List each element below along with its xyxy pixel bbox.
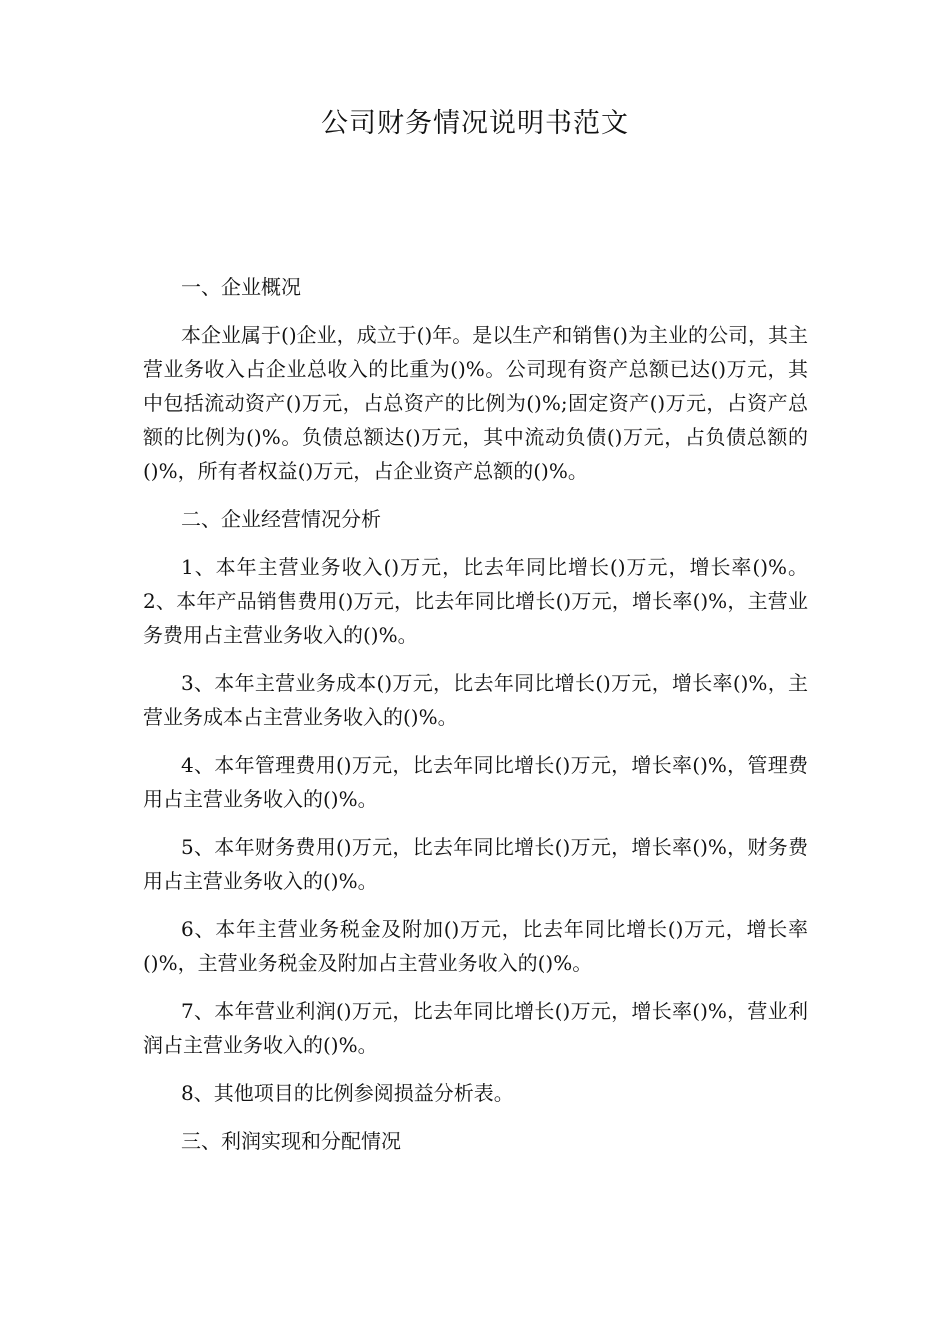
section-heading-operations: 二、企业经营情况分析 bbox=[181, 507, 381, 531]
paragraph-item-1-2: 1、本年主营业务收入()万元，比去年同比增长()万元，增长率()%。2、本年产品销售费用()万元，比去年同比增长()万元，增长率()%，主营业务费用占主营业务收入的()%。 bbox=[143, 555, 808, 647]
document-body bbox=[143, 270, 808, 1172]
paragraph-item-8: 8、其他项目的比例参阅损益分析表。 bbox=[181, 1081, 514, 1105]
page-title: 公司财务情况说明书范文 bbox=[321, 108, 629, 139]
section-heading-profit: 三、利润实现和分配情况 bbox=[181, 1129, 401, 1153]
paragraph-item-5: 5、本年财务费用()万元，比去年同比增长()万元，增长率()%，财务费用占主营业务收入的()%。 bbox=[143, 835, 808, 893]
paragraph-item-7: 7、本年营业利润()万元，比去年同比增长()万元，增长率()%，营业利润占主营业务收入的()%。 bbox=[143, 999, 808, 1057]
section-heading-overview: 一、企业概况 bbox=[181, 275, 301, 299]
paragraph-overview: 本企业属于()企业，成立于()年。是以生产和销售()为主业的公司，其主营业务收入占企业总收入的比重为()%。公司现有资产总额已达()万元，其中包括流动资产()万元，占总资产的比例为()%;固定资产()万元，占资产总额的比例为()%。负债总额达()万元，其中流动负债()万元，占负债总额的()%，所有者权益()万元，占企业资产总额的()%。 bbox=[143, 323, 808, 483]
paragraph-item-4: 4、本年管理费用()万元，比去年同比增长()万元，增长率()%，管理费用占主营业务收入的()%。 bbox=[143, 753, 808, 811]
paragraph-item-6: 6、本年主营业务税金及附加()万元，比去年同比增长()万元，增长率()%，主营业务税金及附加占主营业务收入的()%。 bbox=[143, 917, 808, 975]
paragraph-item-3: 3、本年主营业务成本()万元，比去年同比增长()万元，增长率()%，主营业务成本占主营业务收入的()%。 bbox=[143, 671, 808, 729]
